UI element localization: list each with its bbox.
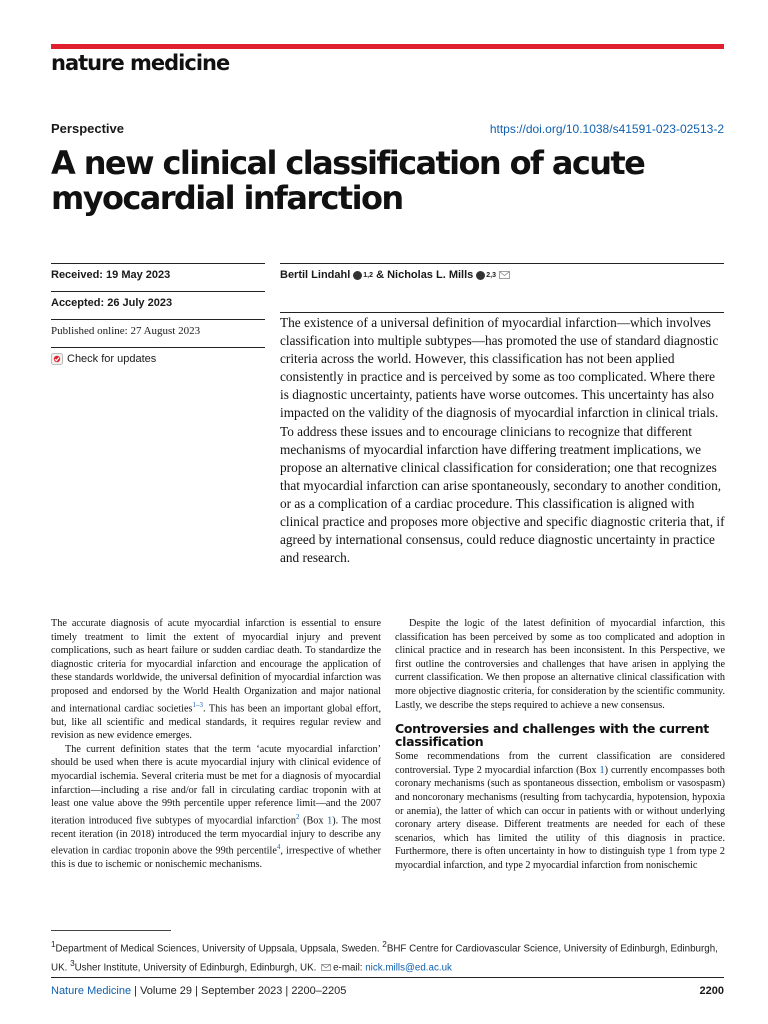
check-for-updates-label[interactable]: Check for updates (67, 353, 157, 365)
doi-link[interactable]: https://doi.org/10.1038/s41591-023-02513-2 (489, 122, 724, 136)
check-for-updates-icon (51, 353, 63, 365)
article-type-label: Perspective (51, 121, 124, 136)
received-date: Received: 19 May 2023 (51, 263, 265, 291)
section-heading: Controversies and challenges with the current classification (395, 721, 709, 750)
body-paragraph: The current definition states that the term ‘acute myocardial infarction’ should be used when there is acute myocardial injury with clinical evidence of myocardial ischemia. Several criteria must be met for a diagnosis of myocardial infarction—including a rise and/or fall in circulating cardiac troponin with at least one value above the 99th percentile upper reference limit—and the 2007 iteration introduced five subtypes of myocardial infarction$^2$ (Box 1). The most recent iteration (in 2018) introduced the term myocardial injury to describe any elevation in cardiac troponin above the 99th percentile$^4$, irrespective of whether this is due to ischemic or nonischemic mechanisms. (51, 743, 382, 871)
journal-logo[interactable]: nature medicine (51, 51, 230, 75)
reference-link[interactable]: 2 (295, 812, 300, 821)
mail-icon[interactable] (499, 271, 510, 279)
body-column-left (51, 617, 381, 872)
author-affiliation-sup: 1,2 (363, 271, 374, 279)
check-for-updates-row[interactable] (51, 347, 265, 375)
page-number: 2200 (699, 985, 724, 997)
title-line-2: myocardial infarction (51, 179, 403, 217)
header-accent-bar (51, 44, 724, 49)
body-paragraph: Despite the logic of the latest definition of myocardial infarction, this classification has been perceived by some as too complicated and adoption in clinical practice and in research has been inconsistent. In this Perspective, we first outline the controversies and challenges that have arisen in applying the current classification. We then propose an alternative clinical classification with more objective diagnostic criteria, for consideration by the scientific community. Lastly, we describe the steps required to achieve a new consensus. (395, 618, 725, 711)
author-affiliation-sup: 2,3 (486, 271, 496, 279)
body-paragraph: Some recommendations from the current classification are considered controversial. Type 2 myocardial infarction (Box 1) currently encompasses both coronary mechanisms (such as spontaneous dissection, embolism or vasospasm) and noncoronary mechanisms (resulting from tachycardia, hypotension, hypoxia or anemia), the latter of which can occur in patients with or without underlying coronary artery disease. Different treatments are needed for each of these scenarios, which has limited the utility of this diagnosis in practice. Furthermore, there is often uncertainty in how to distinguish type 1 from type 2 myocardial infarction, and type 2 myocardial infarction from nonischemic (395, 751, 725, 871)
article-history (51, 263, 265, 375)
author-mills[interactable]: Nicholas L. Mills (387, 269, 474, 281)
article-title (51, 146, 731, 216)
box-link[interactable]: 1 (327, 815, 333, 827)
footnote-divider (51, 930, 171, 931)
abstract-divider (280, 312, 724, 313)
author-separator: & (373, 269, 388, 281)
author-lindahl[interactable]: Bertil Lindahl (280, 269, 351, 281)
title-line-1: A new clinical classification of acute (51, 144, 645, 182)
author-list (280, 263, 724, 281)
abstract-text: The existence of a universal definition of myocardial infarction—which involves classification into multiple subtypes—has promoted the use of standard diagnostic criteria across the world. However, this classification has not been applied consistently in practice and is perceived by some as too complicated. Where there is diagnostic uncertainty, patients have worse outcomes. This uncertainty has also impacted on the validity of the diagnosis of myocardial infarction in clinical trials. To address these issues and to encourage clinicians to recognize that different mechanisms of myocardial infarction have differing treatment implications, we propose an alternative clinical classification for consideration; one that recognizes that myocardial infarction can arise spontaneously, secondary to another condition, or as a complication of a cardiac procedure. This classification is aligned with clinical practice and proposes more objective and specific diagnostic criteria that, if agreed by international consensus, could reduce diagnostic uncertainty in practice and research. (280, 315, 725, 566)
published-date: Published online: 27 August 2023 (51, 319, 265, 347)
affiliations-footnote: $^1$Department of Medical Sciences, University of Uppsala, Uppsala, Sweden. $^2$BHF Centre for Cardiovascular Science, University of Edinburgh, Edinburgh, UK. $^3$Usher Institute, University of Edinburgh, Edinburgh, UK. e-mail: nick.mills@ed.ac.uk (51, 940, 718, 974)
body-column-right (395, 617, 725, 873)
orcid-icon[interactable] (353, 271, 362, 280)
footer-citation: Nature Medicine | Volume 29 | September 2023 | 2200–2205 (51, 985, 347, 997)
reference-link[interactable]: 4 (276, 843, 281, 852)
mail-icon (321, 964, 331, 971)
box-link[interactable]: 1 (599, 764, 605, 776)
reference-link[interactable]: 1–3 (192, 700, 203, 709)
body-paragraph: The accurate diagnosis of acute myocardial infarction is essential to ensure timely treatment to limit the extent of myocardial injury and prevent complications, such as heart failure or sudden cardiac death. To standardize the diagnostic criteria for myocardial infarction and encourage the application of these standards worldwide, the universal definition of myocardial infarction was proposed and endorsed by the World Health Organization and major national and international cardiac societies$^{1-3}$. This has been an important global effort, but, like all scientific and medical standards, it requires regular review and revision as new evidence emerges. (51, 618, 381, 742)
email-link[interactable]: nick.mills@ed.ac.uk (365, 962, 452, 974)
footer-journal-link[interactable]: Nature Medicine (51, 985, 132, 997)
accepted-date: Accepted: 26 July 2023 (51, 291, 265, 319)
abstract (280, 314, 726, 567)
footer-divider (51, 977, 724, 978)
orcid-icon[interactable] (476, 271, 485, 280)
